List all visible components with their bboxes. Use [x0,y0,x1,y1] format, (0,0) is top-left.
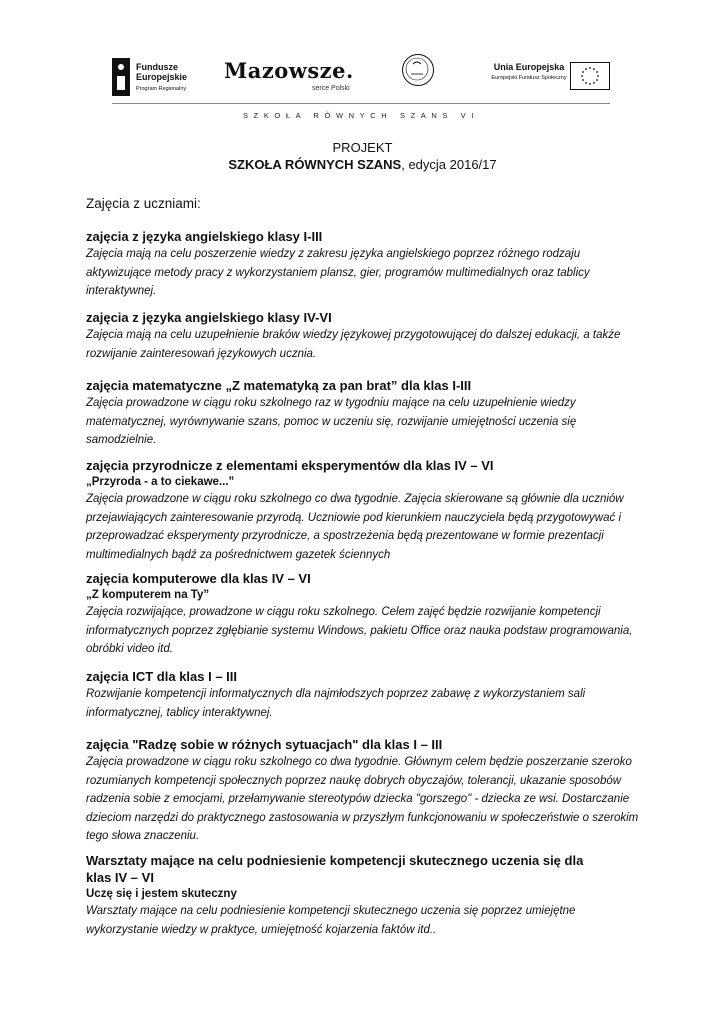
section-subtitle: „Przyroda - a to ciekawe...” [86,476,235,488]
section-title: zajęcia "Radzę sobie w różnych sytuacjach" dla klas I – III [86,737,443,752]
school-seal-icon [402,54,434,86]
section-body: Zajęcia prowadzone w ciągu roku szkolnego raz w tygodniu mające na celu uzupełnienie wiedzy matematycznej, wyrównywanie szans, pomoc w uczeniu się, rozwijanie umiejętności uczenia się samodzielnie. [86,397,577,446]
section-english-1-3 [86,228,646,301]
section-english-4-6 [86,309,646,363]
fundusze-europejskie-logo [112,58,212,98]
section-title: zajęcia komputerowe dla klas IV – VI [86,571,311,586]
section-title: zajęcia matematyczne „Z matematyką za pan brat” dla klas I-III [86,378,472,393]
section-title: zajęcia ICT dla klas I – III [86,669,238,684]
edition: , edycja 2016/17 [401,157,497,172]
section-title: zajęcia przyrodnicze z elementami eksperymentów dla klas IV – VI [86,458,494,473]
section-body: Zajęcia prowadzone w ciągu roku szkolnego co dwa tygodnie. Zajęcia skierowane są głównie dla uczniów przejawiających zainteresowanie przyrodą. Uczniowie pod kierunkiem nauczyciela będą przygotowywać i przeprowadzać eksperymenty przyrodnicze, a spostrzeżenia będą prezentowane w formie prezentacji multimedialnych bądź za pośrednictwem gazetek ściennych [86,493,624,561]
unia-europejska-text [490,62,568,81]
mazowsze-logo [224,58,364,98]
section-body: Rozwijanie kompetencji informatycznych dla najmłodszych poprzez zabawę z wykorzystaniem sali informatycznej, tablicy interaktywnej. [86,688,586,719]
fundusze-europejskie-mark-icon [112,58,130,96]
section-title: zajęcia z języka angielskiego klasy I-III [86,229,323,244]
section-nature [86,457,646,564]
mazowsze-wordmark: Mazowsze. [224,58,354,83]
section-ict [86,668,646,722]
ue-line2: Europejski Fundusz Społeczny [491,75,567,81]
section-subtitle: „Z komputerem na Ty” [86,589,210,601]
section-title: Warsztaty mające na celu podniesienie kompetencji skutecznego uczenia się dla klas IV – VI [86,853,584,885]
intro-text: Zajęcia z uczniami: [86,196,201,211]
section-body: Zajęcia mają na celu uzupełnienie braków wiedzy językowej przygotowującej do dalszej edukacji, a także rozwijanie zainteresowań językowych ucznia. [86,329,621,360]
logo-bar [112,56,610,100]
project-name: SZKOŁA RÓWNYCH SZANS [228,157,402,172]
section-workshops [86,852,586,939]
section-title: zajęcia z języka angielskiego klasy IV-VI [86,310,332,325]
eu-flag-icon [570,62,610,90]
section-body: Zajęcia mają na celu poszerzenie wiedzy z zakresu języka angielskiego poprzez różnego rodzaju aktywizujące metody pracy z wykorzystaniem plansz, gier, programów multimedialnych oraz tablicy interaktywnej. [86,248,590,297]
document-heading-line1: PROJEKT [332,140,393,155]
ue-line1: Unia Europejska [493,62,565,72]
program-banner: SZKOŁA RÓWNYCH SZANS VI [243,111,479,120]
mazowsze-tagline: serce Polski [312,85,350,92]
section-subtitle: Uczę się i jestem skuteczny [86,888,237,900]
fe-logo-line3: Program Regionalny [136,86,187,92]
section-math [86,377,646,450]
section-body: Zajęcia prowadzone w ciągu roku szkolnego co dwa tygodnie. Głównym celem będzie poszerzanie szeroko rozumianych kompetencji społecznych poprzez naukę dobrych obyczajów, tolerancji, ukazanie sposobów radzenia sobie z emocjami, przełamywanie stereotypów dziecka "gorszego" - dziecka ze wsi. Dostarczanie dzieciom narzędzi do praktycznego zastosowania w przyszłym funkcjonowaniu w społeczeństwie o szerokim tego słowa znaczeniu. [86,756,639,842]
header-divider [112,103,610,104]
section-body: Warsztaty mające na celu podniesienie kompetencji skutecznego uczenia się poprzez umiejętne wykorzystanie wiedzy w praktyce, umiejętność kojarzenia faktów itd.. [86,905,576,936]
section-computer [86,570,646,659]
section-body: Zajęcia rozwijające, prowadzone w ciągu roku szkolnego. Celem zajęć będzie rozwijanie kompetencji informatycznych poprzez zgłębianie systemu Windows, pakietu Office oraz nauka podstaw programowania, obróbki video itd. [86,606,633,655]
fe-logo-line2: Europejskie [136,72,188,82]
document-heading-line2 [0,157,725,173]
fe-logo-line1: Fundusze [136,62,178,72]
section-social-skills [86,736,646,846]
